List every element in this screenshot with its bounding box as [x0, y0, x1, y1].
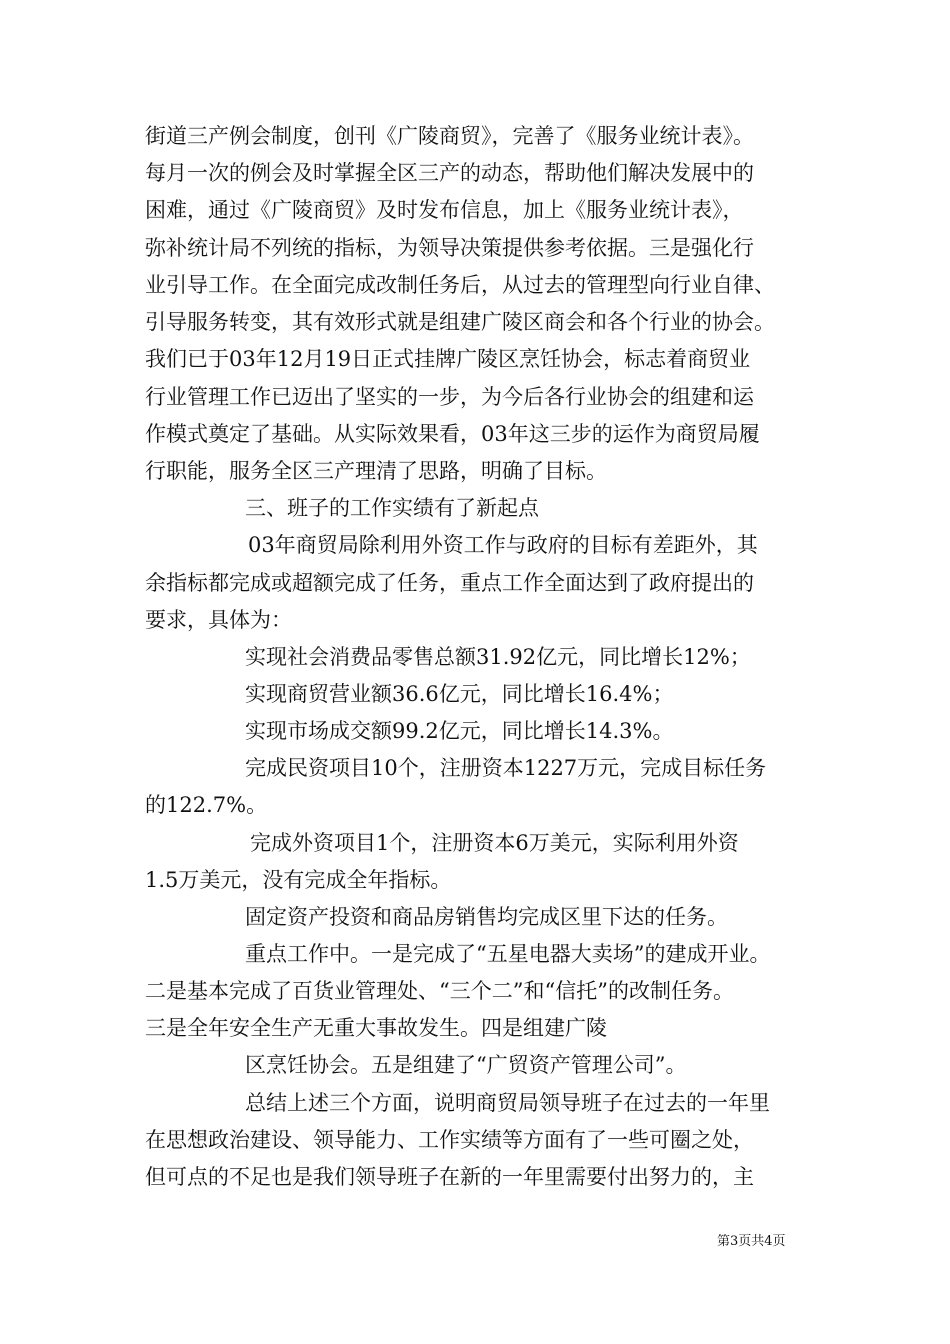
body-line-29: 但可点的不足也是我们领导班子在新的一年里需要付出努力的，主	[145, 1165, 754, 1189]
body-line-9: 作模式奠定了基础。从实际效果看，03年这三步的运作为商贸局履	[145, 422, 760, 446]
body-line-26: 区烹饪协会。五是组建了“广贸资产管理公司”。	[245, 1053, 687, 1077]
body-line-6: 引导服务转变，其有效形式就是组建广陵区商会和各个行业的协会。	[145, 310, 775, 334]
body-line-17: 实现市场成交额99.2亿元，同比增长14.3%。	[245, 719, 674, 743]
body-line-10: 行职能，服务全区三产理清了思路，明确了目标。	[145, 459, 607, 483]
body-line-15: 实现社会消费品零售总额31.92亿元，同比增长12%；	[245, 645, 751, 669]
body-line-19: 的122.7%。	[145, 793, 268, 817]
body-line-21: 1.5万美元，没有完成全年指标。	[145, 868, 452, 892]
body-line-28: 在思想政治建设、领导能力、工作实绩等方面有了一些可圈之处，	[145, 1128, 754, 1152]
section-heading: 三、班子的工作实绩有了新起点	[245, 496, 539, 520]
body-line-20: 完成外资项目1个，注册资本6万美元，实际利用外资	[250, 831, 739, 855]
body-line-3: 困难，通过《广陵商贸》及时发布信息，加上《服务业统计表》，	[145, 198, 744, 222]
body-line-22: 固定资产投资和商品房销售均完成区里下达的任务。	[245, 905, 728, 929]
body-line-2: 每月一次的例会及时掌握全区三产的动态，帮助他们解决发展中的	[145, 161, 754, 185]
body-line-14: 要求，具体为：	[145, 608, 292, 632]
body-line-7: 我们已于03年12月19日正式挂牌广陵区烹饪协会，标志着商贸业	[145, 347, 751, 371]
body-line-18: 完成民资项目10个，注册资本1227万元，完成目标任务	[245, 756, 767, 780]
body-line-8: 行业管理工作已迈出了坚实的一步，为今后各行业协会的组建和运	[145, 385, 754, 409]
body-line-24: 二是基本完成了百货业管理处、“三个二”和“信托”的改制任务。	[145, 979, 734, 1003]
body-line-4: 弥补统计局不列统的指标，为领导决策提供参考依据。三是强化行	[145, 236, 754, 260]
page-number-footer: 第3页共4页	[717, 1234, 786, 1249]
body-line-12: 03年商贸局除利用外资工作与政府的目标有差距外，其	[248, 533, 758, 557]
body-line-1: 街道三产例会制度，创刊《广陵商贸》，完善了《服务业统计表》。	[145, 124, 754, 148]
body-line-13: 余指标都完成或超额完成了任务，重点工作全面达到了政府提出的	[145, 571, 754, 595]
body-line-23: 重点工作中。一是完成了“五星电器大卖场”的建成开业。	[245, 942, 771, 966]
body-line-5: 业引导工作。在全面完成改制任务后，从过去的管理型向行业自律、	[145, 273, 775, 297]
body-line-16: 实现商贸营业额36.6亿元，同比增长16.4%；	[245, 682, 674, 706]
body-line-25: 三是全年安全生产无重大事故发生。四是组建广陵	[145, 1016, 607, 1040]
body-line-27: 总结上述三个方面，说明商贸局领导班子在过去的一年里	[245, 1091, 770, 1115]
